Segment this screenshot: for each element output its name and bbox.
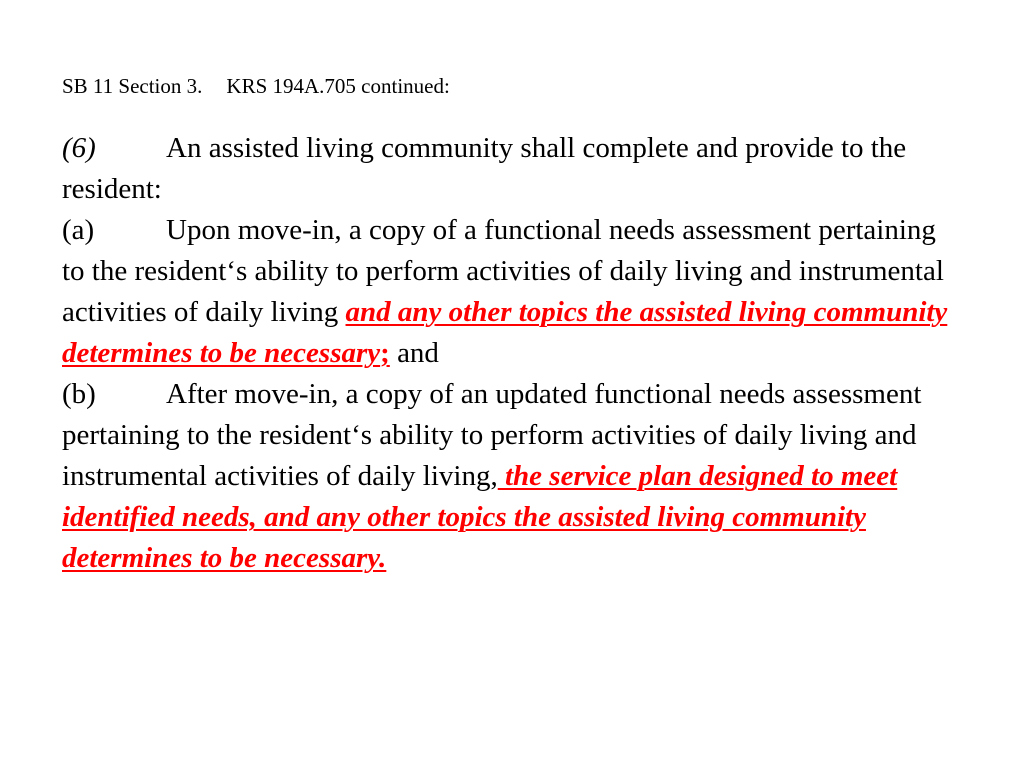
item-a-amendment: and any other topics the assisted living community determines to be necessary [62,296,948,369]
statute-label: KRS 194A.705 continued: [226,74,450,98]
bill-section-label: SB 11 Section 3. [62,74,203,98]
statute-body [62,128,962,579]
item-a-amendment-punct: ; [380,337,390,369]
item-b-marker: (b) [62,378,96,410]
item-a-text: Upon move-in, a copy of a functional needs assessment pertaining to the resident‘s ability to perform activities of daily living and instrumental activities of daily living [62,214,944,328]
item-a-marker: (a) [62,214,95,246]
item-a-trailing: and [389,337,439,369]
subsection-6-marker: (6) [62,132,96,164]
item-b-amendment: the service plan designed to meet identified needs, and any other topics the assisted living community determines to be necessary. [62,460,898,574]
slide-heading [62,72,962,100]
item-b-text: After move-in, a copy of an updated functional needs assessment pertaining to the resident‘s ability to perform activities of daily living and instrumental activities of daily living, [62,378,922,492]
subsection-6-text: An assisted living community shall complete and provide to the resident: [62,132,907,205]
